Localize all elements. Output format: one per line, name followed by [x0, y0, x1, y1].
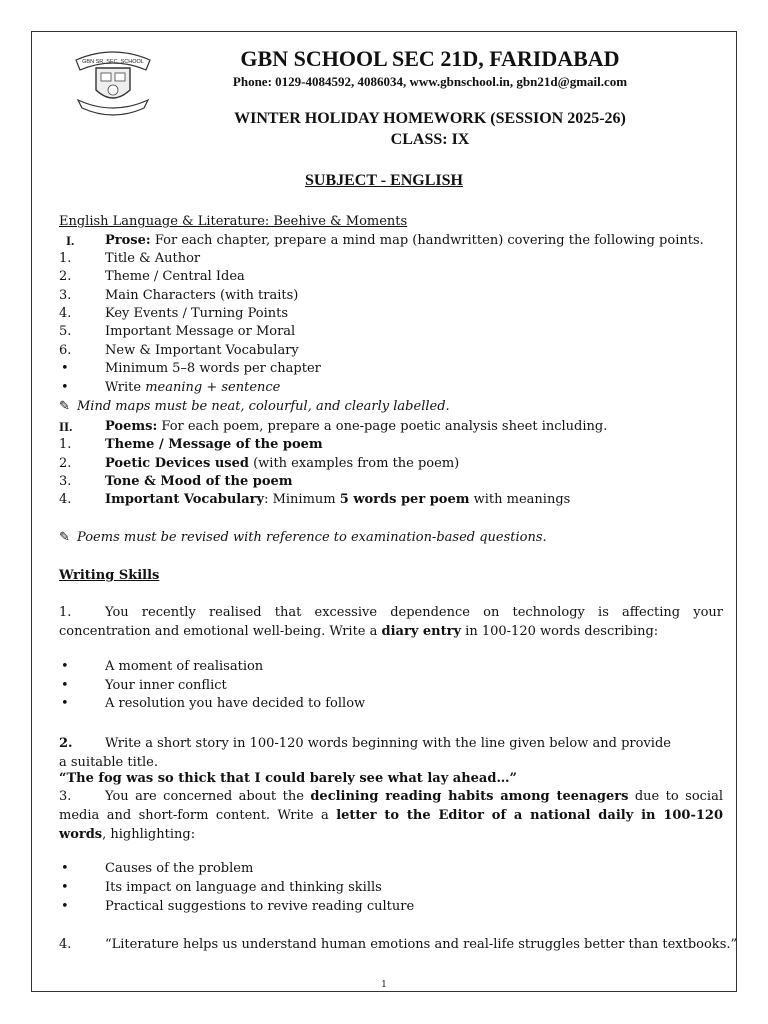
list-item: A resolution you have decided to follow: [105, 696, 366, 711]
prose-numeral: I.: [66, 233, 75, 248]
prose-instruction: [105, 233, 704, 248]
list-item: Key Events / Turning Points: [105, 306, 289, 321]
page-number: 1: [381, 980, 387, 990]
list-item: [105, 492, 570, 507]
bullet-dot: •: [61, 899, 69, 914]
list-number: 3.: [59, 288, 72, 303]
section-heading-literature: English Language & Literature: Beehive & Moments: [59, 214, 408, 229]
class-label: CLASS: IX: [390, 131, 470, 148]
list-item: Practical suggestions to revive reading culture: [105, 899, 415, 914]
poem-item-bold: Important Vocabulary: [105, 492, 265, 507]
list-number: 6.: [59, 343, 72, 358]
writing-skills-heading: Writing Skills: [59, 568, 160, 583]
question-number: 1.: [59, 605, 72, 620]
poems-instruction: [105, 419, 607, 434]
question-number: 3.: [59, 789, 72, 804]
bullet-dot: •: [61, 861, 69, 876]
subject-heading: SUBJECT - ENGLISH: [305, 172, 463, 189]
list-number: 4.: [59, 306, 72, 321]
list-item: Causes of the problem: [105, 861, 254, 876]
list-item: [105, 474, 293, 489]
question-text: in 100-120 words describing:: [461, 624, 659, 639]
contact-info: Phone: 0129-4084592, 4086034, www.gbnschool.in, gbn21d@gmail.com: [232, 74, 628, 89]
bullet-dot: •: [61, 678, 69, 693]
note-text: Poems must be revised with reference to examination-based questions.: [77, 530, 547, 545]
list-item: Title & Author: [105, 251, 201, 266]
list-item: [105, 380, 280, 395]
poems-label: Poems:: [105, 419, 158, 434]
prose-text: For each chapter, prepare a mind map (handwritten) covering the following points.: [150, 233, 704, 248]
question-bold: diary entry: [381, 624, 462, 639]
list-number: 3.: [59, 474, 72, 489]
prose-label: Prose:: [105, 233, 151, 248]
poem-item-bold: Theme / Message of the poem: [105, 437, 323, 452]
list-item: Minimum 5–8 words per chapter: [105, 361, 321, 376]
question-text: You recently realised that excessive dependence on technology is affecting your concentration and emotional well-being. Write a: [59, 605, 723, 639]
question-number: 2.: [59, 736, 73, 751]
poem-item-text: with meanings: [469, 492, 571, 507]
question-bold: declining reading habits among teenagers: [310, 789, 629, 804]
list-item: Main Characters (with traits): [105, 288, 299, 303]
bullet-dot: •: [61, 696, 69, 711]
question-bold: letter to the Editor of a national daily in 100-120 words: [59, 808, 723, 842]
bullet-dot: •: [61, 361, 69, 376]
question-text: , highlighting:: [102, 827, 196, 842]
story-opening-line: “The fog was so thick that I could barely see what lay ahead…”: [59, 771, 517, 786]
question-text: Write a short story in 100-120 words beginning with the line given below and provide a suitable title.: [59, 736, 671, 770]
question-2: [59, 734, 679, 772]
prose-note: [59, 399, 450, 414]
list-item: [105, 456, 459, 471]
homework-title: WINTER HOLIDAY HOMEWORK (SESSION 2025-26): [234, 110, 626, 127]
bullet-dot: •: [61, 659, 69, 674]
list-item: Important Message or Moral: [105, 324, 296, 339]
poems-numeral: II.: [59, 419, 73, 434]
school-crest-logo: [70, 46, 156, 118]
bullet-dot: •: [61, 380, 69, 395]
poems-text: For each poem, prepare a one-page poetic analysis sheet including.: [157, 419, 608, 434]
list-item: Theme / Central Idea: [105, 269, 245, 284]
poems-note: [59, 530, 547, 545]
list-number: 1.: [59, 251, 72, 266]
pushpin-icon: ✎: [59, 399, 70, 414]
note-text: Mind maps must be neat, colourful, and clearly labelled.: [77, 399, 450, 414]
list-item: Its impact on language and thinking skills: [105, 880, 382, 895]
logo-text: GBN SR. SEC. SCHOOL: [82, 59, 144, 65]
list-number: 4.: [59, 492, 72, 507]
question-text: due to social media and short-form content. Write a: [59, 789, 723, 823]
poem-item-bold: Poetic Devices used: [105, 456, 249, 471]
pushpin-icon: ✎: [59, 530, 70, 545]
poem-item-bold: 5 words per poem: [339, 492, 470, 507]
list-item: Your inner conflict: [105, 678, 227, 693]
question-number: 4.: [59, 937, 72, 952]
question-4-text: “Literature helps us understand human emotions and real-life struggles better than textbooks.”: [105, 937, 738, 952]
question-text: You are concerned about the: [105, 789, 311, 804]
poem-item-bold: Tone & Mood of the poem: [105, 474, 293, 489]
school-name: GBN SCHOOL SEC 21D, FARIDABAD: [240, 46, 620, 71]
list-item: A moment of realisation: [105, 659, 264, 674]
poem-item-text: (with examples from the poem): [248, 456, 460, 471]
list-number: 5.: [59, 324, 72, 339]
question-3: [59, 787, 723, 844]
bullet-text: Write: [105, 380, 146, 395]
question-1: [59, 603, 723, 641]
bullet-italic: meaning + sentence: [145, 380, 281, 395]
list-number: 2.: [59, 456, 72, 471]
list-number: 2.: [59, 269, 72, 284]
list-item: [105, 437, 323, 452]
list-number: 1.: [59, 437, 72, 452]
poem-item-text: : Minimum: [264, 492, 340, 507]
bullet-dot: •: [61, 880, 69, 895]
list-item: New & Important Vocabulary: [105, 343, 299, 358]
